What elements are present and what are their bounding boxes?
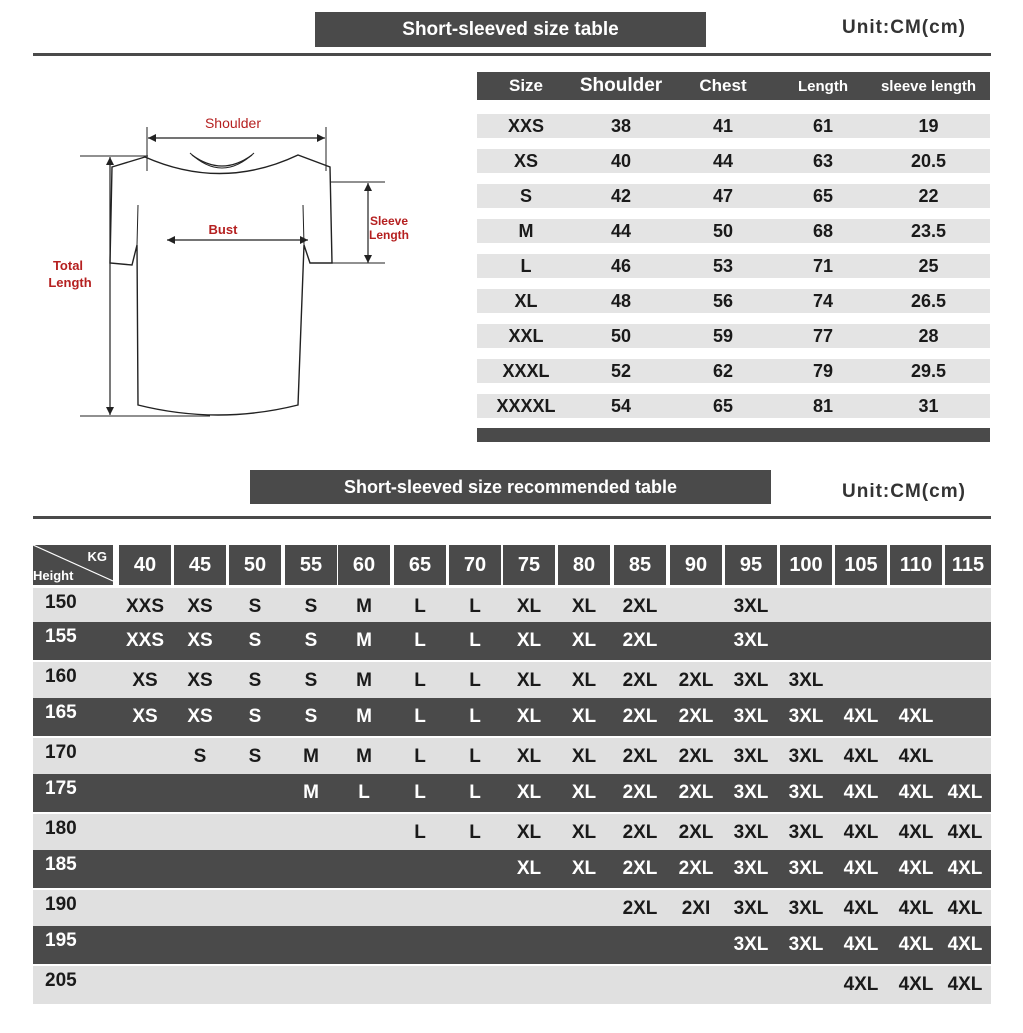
size-label: XXXXL — [496, 395, 556, 416]
recommended-size: 2XL — [622, 746, 658, 767]
recommended-size: 3XL — [788, 822, 824, 843]
recommended-size: 4XL — [898, 974, 934, 995]
recommended-size: S — [248, 706, 262, 727]
recommended-size — [332, 814, 396, 852]
recommended-size: XL — [516, 858, 542, 879]
size-table-header — [477, 72, 990, 100]
weight-header-cell: 115 — [945, 545, 991, 585]
recommended-size: L — [414, 670, 426, 691]
measurement-value: 50 — [712, 220, 734, 241]
measurement-value: 56 — [712, 290, 734, 311]
size-table-row — [477, 289, 990, 313]
size-table — [477, 72, 990, 418]
size-table-row — [477, 359, 990, 383]
recommended-size: XS — [187, 670, 213, 691]
height-value: 175 — [45, 778, 77, 799]
recommended-size: M — [303, 746, 319, 767]
recommended-size: 3XL — [733, 822, 769, 843]
recommended-size: 3XL — [733, 858, 769, 879]
recommend-table-unit: Unit:CM(cm) — [842, 481, 966, 502]
recommended-size: 2XL — [622, 596, 658, 617]
header-chest: Chest — [699, 76, 747, 95]
recommended-size: 4XL — [947, 898, 983, 919]
tshirt-diagram — [40, 105, 430, 425]
measurement-value: 79 — [812, 360, 834, 381]
recommended-size: 3XL — [788, 670, 824, 691]
measurement-value: 41 — [712, 115, 734, 136]
sleeve-label-line2: Length — [369, 228, 409, 242]
corner-kg-label: KG — [87, 549, 107, 564]
recommended-size: XL — [516, 782, 542, 803]
measurement-value: 54 — [610, 395, 632, 416]
recommended-size: S — [193, 746, 207, 767]
recommended-size: 4XL — [843, 782, 879, 803]
recommended-size: L — [469, 822, 481, 843]
recommend-table-row — [33, 738, 991, 776]
recommended-size — [939, 588, 991, 626]
recommended-size — [332, 966, 396, 1004]
recommended-size: 2XL — [622, 858, 658, 879]
recommended-size: 3XL — [733, 596, 769, 617]
recommended-size: M — [303, 782, 319, 803]
height-value: 165 — [45, 702, 77, 723]
weight-header-cell: 65 — [394, 545, 446, 585]
recommended-size: 3XL — [733, 630, 769, 651]
size-table-row — [477, 184, 990, 208]
recommended-size — [939, 622, 991, 660]
recommended-size — [552, 890, 616, 928]
recommended-size: XL — [571, 670, 597, 691]
recommended-size: 2XL — [678, 822, 714, 843]
weight-header-cell: 60 — [338, 545, 390, 585]
recommended-size: 3XL — [733, 670, 769, 691]
recommended-size: M — [356, 630, 372, 651]
recommended-size — [608, 926, 672, 964]
recommended-size: S — [304, 670, 318, 691]
measurement-value: 50 — [610, 325, 632, 346]
recommended-size: 4XL — [843, 706, 879, 727]
header-size: Size — [508, 76, 544, 95]
recommended-size: L — [414, 596, 426, 617]
height-value: 150 — [45, 592, 77, 613]
recommended-size: L — [414, 782, 426, 803]
size-table-unit: Unit:CM(cm) — [842, 17, 966, 38]
recommended-size — [939, 662, 991, 700]
measurement-value: 26.5 — [910, 290, 947, 311]
total-length-label: Total — [52, 258, 84, 273]
recommend-table-row — [33, 698, 991, 736]
recommended-size: 4XL — [947, 858, 983, 879]
recommended-size: 3XL — [788, 934, 824, 955]
measurement-value: 25 — [918, 255, 939, 276]
measurement-value: 47 — [712, 185, 734, 206]
recommended-size: 4XL — [898, 746, 934, 767]
recommended-size: XL — [571, 782, 597, 803]
bottom-divider — [33, 516, 991, 519]
recommended-size: XL — [571, 746, 597, 767]
height-value: 180 — [45, 818, 77, 839]
recommended-size: 2XL — [678, 746, 714, 767]
recommended-size: 4XL — [898, 934, 934, 955]
recommended-size: 3XL — [788, 858, 824, 879]
recommended-size: 2XL — [678, 782, 714, 803]
recommended-size: 3XL — [788, 746, 824, 767]
size-table-row — [477, 394, 990, 418]
recommended-size: L — [414, 746, 426, 767]
recommended-size — [223, 926, 287, 964]
recommended-size: 3XL — [788, 782, 824, 803]
recommended-size: 2XL — [622, 670, 658, 691]
recommended-size: XL — [516, 746, 542, 767]
recommended-size: S — [304, 706, 318, 727]
recommended-size: 4XL — [843, 974, 879, 995]
size-table-row — [477, 324, 990, 348]
recommend-table-row — [33, 662, 991, 700]
tshirt-outline — [110, 155, 332, 415]
measurement-value: 77 — [812, 325, 834, 346]
measurement-value: 44 — [610, 220, 632, 241]
total-length-label-line2: Length — [48, 275, 92, 290]
recommend-table-header — [33, 545, 991, 585]
recommend-table-row — [33, 966, 991, 1004]
measurement-value: 38 — [610, 115, 632, 136]
size-table-row — [477, 149, 990, 173]
measurement-value: 74 — [812, 290, 834, 311]
recommend-table-row — [33, 850, 991, 888]
measurement-value: 71 — [812, 255, 834, 276]
recommended-size: 3XL — [733, 898, 769, 919]
recommended-size: 4XL — [947, 974, 983, 995]
recommended-size: 2XL — [678, 670, 714, 691]
height-value: 195 — [45, 930, 77, 951]
header-shoulder: Shoulder — [579, 75, 663, 96]
size-table-footer-bar — [477, 428, 990, 442]
size-label: XS — [513, 150, 538, 171]
measurement-value: 28 — [918, 325, 939, 346]
recommended-size: 3XL — [733, 706, 769, 727]
recommended-size: XL — [571, 822, 597, 843]
recommended-size: L — [469, 782, 481, 803]
size-label: XXL — [508, 325, 544, 346]
measurement-value: 23.5 — [910, 220, 947, 241]
recommended-size — [939, 738, 991, 776]
recommended-size: 2XL — [622, 782, 658, 803]
recommended-size: 4XL — [843, 746, 879, 767]
recommended-size: XL — [571, 858, 597, 879]
height-value: 155 — [45, 626, 77, 647]
recommended-size: S — [248, 630, 262, 651]
recommended-size: L — [469, 746, 481, 767]
top-divider — [33, 53, 991, 56]
weight-header-cell: 80 — [558, 545, 610, 585]
weight-header-cell: 100 — [780, 545, 832, 585]
measurement-value: 29.5 — [910, 360, 947, 381]
recommended-size: 3XL — [733, 782, 769, 803]
measurement-value: 48 — [610, 290, 632, 311]
size-label: XXS — [507, 115, 545, 136]
recommended-size: 3XL — [788, 898, 824, 919]
recommended-size: 3XL — [733, 934, 769, 955]
size-label: XL — [514, 290, 538, 311]
recommended-size: S — [248, 746, 262, 767]
recommended-size: M — [356, 706, 372, 727]
recommended-size: 4XL — [843, 822, 879, 843]
weight-header-cell: 110 — [890, 545, 942, 585]
measurement-value: 63 — [812, 150, 834, 171]
recommended-size: XL — [516, 596, 542, 617]
recommended-size — [332, 890, 396, 928]
recommended-size: XS — [187, 596, 213, 617]
recommended-size: L — [469, 596, 481, 617]
recommend-table-row — [33, 814, 991, 852]
recommended-size: 2XL — [678, 858, 714, 879]
measurement-value: 40 — [610, 150, 632, 171]
height-value: 205 — [45, 970, 77, 991]
measurement-value: 20.5 — [910, 150, 947, 171]
measurement-value: 81 — [812, 395, 834, 416]
recommended-size: 2XL — [622, 630, 658, 651]
recommended-size: 4XL — [898, 822, 934, 843]
recommended-size: 2XL — [678, 706, 714, 727]
weight-header-cell: 75 — [503, 545, 555, 585]
recommended-size: XL — [571, 596, 597, 617]
recommend-table-row — [33, 622, 991, 660]
recommended-size: XXS — [125, 630, 165, 651]
header-corner-cell — [33, 545, 113, 585]
recommended-size: 4XL — [947, 934, 983, 955]
size-label: M — [518, 220, 534, 241]
recommended-size: 4XL — [898, 782, 934, 803]
measurement-value: 59 — [712, 325, 734, 346]
recommended-size: S — [304, 596, 318, 617]
recommended-size: L — [414, 822, 426, 843]
recommended-size: XS — [187, 706, 213, 727]
weight-header-cell: 70 — [449, 545, 501, 585]
recommended-size: L — [414, 706, 426, 727]
size-table-row — [477, 114, 990, 138]
recommended-size: 4XL — [898, 898, 934, 919]
recommended-size: M — [356, 670, 372, 691]
recommended-size — [223, 966, 287, 1004]
weight-header-cell: 95 — [725, 545, 777, 585]
weight-header-cell: 85 — [614, 545, 666, 585]
recommend-table-row — [33, 926, 991, 964]
recommended-size — [223, 814, 287, 852]
recommended-size: 2XL — [622, 822, 658, 843]
measurement-value: 42 — [610, 185, 632, 206]
recommended-size: 4XL — [947, 782, 983, 803]
recommended-size — [332, 850, 396, 888]
recommended-size: S — [248, 596, 262, 617]
corner-height-label: Height — [33, 568, 74, 583]
measurement-value: 68 — [812, 220, 834, 241]
measurement-value: 22 — [918, 185, 939, 206]
recommended-size: 4XL — [898, 858, 934, 879]
recommended-size: 2XL — [622, 898, 658, 919]
measurement-value: 46 — [610, 255, 632, 276]
recommended-size: XS — [132, 670, 158, 691]
header-sleeve-length: sleeve length — [880, 77, 977, 95]
size-table-row — [477, 219, 990, 243]
recommended-size — [939, 698, 991, 736]
weight-header-cell: 55 — [285, 545, 337, 585]
recommended-size: L — [414, 630, 426, 651]
size-label: L — [520, 255, 532, 276]
size-table-row — [477, 254, 990, 278]
recommended-size: L — [358, 782, 370, 803]
height-value: 160 — [45, 666, 77, 687]
measurement-value: 65 — [712, 395, 734, 416]
recommend-table-row — [33, 588, 991, 626]
recommended-size: XXS — [125, 596, 165, 617]
recommended-size: L — [469, 670, 481, 691]
recommended-size: S — [248, 670, 262, 691]
measurement-value: 44 — [712, 150, 734, 171]
tshirt-collar — [192, 155, 252, 166]
measurement-value: 65 — [812, 185, 834, 206]
shoulder-label: Shoulder — [204, 115, 262, 131]
recommended-size: XL — [571, 630, 597, 651]
recommended-size — [223, 774, 287, 812]
recommended-size: XL — [571, 706, 597, 727]
measurement-value: 31 — [918, 395, 939, 416]
size-label: XXXL — [502, 360, 550, 381]
measurement-value: 53 — [712, 255, 734, 276]
recommended-size: XL — [516, 822, 542, 843]
height-value: 190 — [45, 894, 77, 915]
recommended-size: XS — [132, 706, 158, 727]
size-label: S — [519, 185, 532, 206]
recommended-size — [552, 966, 616, 1004]
height-value: 170 — [45, 742, 77, 763]
recommended-size: 4XL — [843, 934, 879, 955]
weight-header-cell: 105 — [835, 545, 887, 585]
recommended-size: L — [469, 706, 481, 727]
recommended-size: 3XL — [733, 746, 769, 767]
measurement-value: 52 — [610, 360, 632, 381]
recommended-size: 4XL — [843, 898, 879, 919]
recommended-size: S — [304, 630, 318, 651]
recommended-size: M — [356, 746, 372, 767]
recommended-size: L — [469, 630, 481, 651]
recommended-size: XL — [516, 706, 542, 727]
bust-label: Bust — [208, 222, 238, 237]
size-table-title: Short-sleeved size table — [315, 12, 706, 47]
measurement-value: 19 — [918, 115, 939, 136]
weight-header-cell: 45 — [174, 545, 226, 585]
recommend-table-row — [33, 890, 991, 928]
recommended-size — [552, 926, 616, 964]
recommend-table-title: Short-sleeved size recommended table — [250, 470, 771, 504]
weight-header-cell: 50 — [229, 545, 281, 585]
weight-header-cell: 90 — [670, 545, 722, 585]
recommended-size: 4XL — [898, 706, 934, 727]
weight-header-cell: 40 — [119, 545, 171, 585]
recommended-size: 4XL — [947, 822, 983, 843]
recommend-table-row — [33, 774, 991, 812]
recommended-size: XS — [187, 630, 213, 651]
measurement-value: 62 — [712, 360, 734, 381]
recommended-size: XL — [516, 670, 542, 691]
recommended-size — [223, 850, 287, 888]
recommended-size — [223, 890, 287, 928]
recommended-size: 2XI — [681, 898, 711, 919]
recommended-size — [332, 926, 396, 964]
measurement-value: 61 — [812, 115, 834, 136]
sleeve-label: Sleeve — [369, 214, 409, 228]
recommended-size: M — [356, 596, 372, 617]
height-value: 185 — [45, 854, 77, 875]
header-length: Length — [798, 77, 848, 95]
recommended-size: 4XL — [843, 858, 879, 879]
recommended-size: 3XL — [788, 706, 824, 727]
recommended-size: 2XL — [622, 706, 658, 727]
recommended-size — [608, 966, 672, 1004]
recommended-size: XL — [516, 630, 542, 651]
